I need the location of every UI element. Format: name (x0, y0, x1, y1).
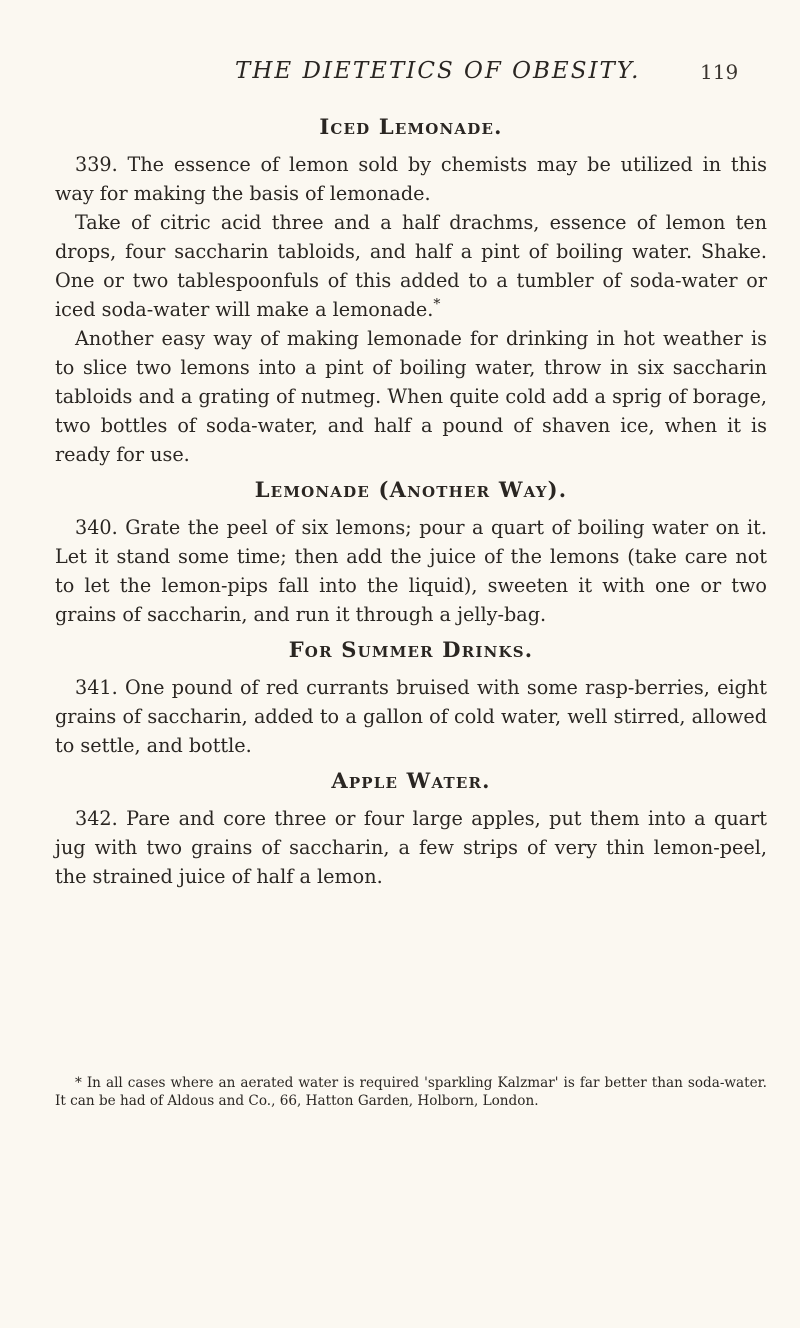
paragraph: 342. Pare and core three or four large apples, put them into a quart jug with two grains of saccharin, a few strips of very thin lemon-peel, the strained juice of half a lemon. (55, 807, 767, 888)
paragraph: Another easy way of making lemonade for drinking in hot weather is to slice two lemons into a pint of boiling water, throw in six saccharin tabloids and a grating of nutmeg. When quite cold add a sprig of borage, two bottles of soda-water, and half a pound of shaven ice, when it is ready for use. (55, 327, 767, 466)
section-heading: Apple Water. (331, 768, 491, 793)
section-summer-drinks (55, 635, 767, 760)
running-head-title: THE DIETETICS OF OBESITY. (235, 58, 641, 84)
paragraph-text: Take of citric acid three and a half drachms, essence of lemon ten drops, four saccharin tabloids, and half a pint of boiling water. Shake. One or two tablespoonfuls of this added to a tumbler of soda-water or iced soda-water will make a lemonade. (55, 211, 767, 321)
footnote: * In all cases where an aerated water is required 'sparkling Kalzmar' is far better than soda-water. It can be had of Aldous and Co., 66, Hatton Garden, Holborn, London. (55, 1075, 767, 1109)
section-heading: Lemonade (Another Way). (254, 477, 568, 502)
paragraph: 341. One pound of red currants bruised with some rasp-berries, eight grains of saccharin, added to a gallon of cold water, well stirred, allowed to settle, and bottle. (55, 676, 767, 757)
paragraph: 339. The essence of lemon sold by chemists may be utilized in this way for making the basis of lemonade. (55, 153, 767, 205)
paragraph (55, 208, 767, 324)
section-iced-lemonade (55, 112, 767, 469)
running-head (0, 58, 800, 98)
section-heading: For Summer Drinks. (288, 637, 534, 662)
paragraph: 340. Grate the peel of six lemons; pour a quart of boiling water on it. Let it stand some time; then add the juice of the lemons (take care not to let the lemon-pips fall into the liquid), sweeten it with one or two grains of saccharin, and run it through a jelly-bag. (55, 516, 767, 626)
page-number: 119 (700, 60, 739, 84)
body-text (55, 112, 767, 891)
section-lemonade-another-way (55, 475, 767, 629)
footnote-marker: * (433, 296, 441, 313)
section-apple-water (55, 766, 767, 891)
section-heading: Iced Lemonade. (319, 114, 503, 139)
